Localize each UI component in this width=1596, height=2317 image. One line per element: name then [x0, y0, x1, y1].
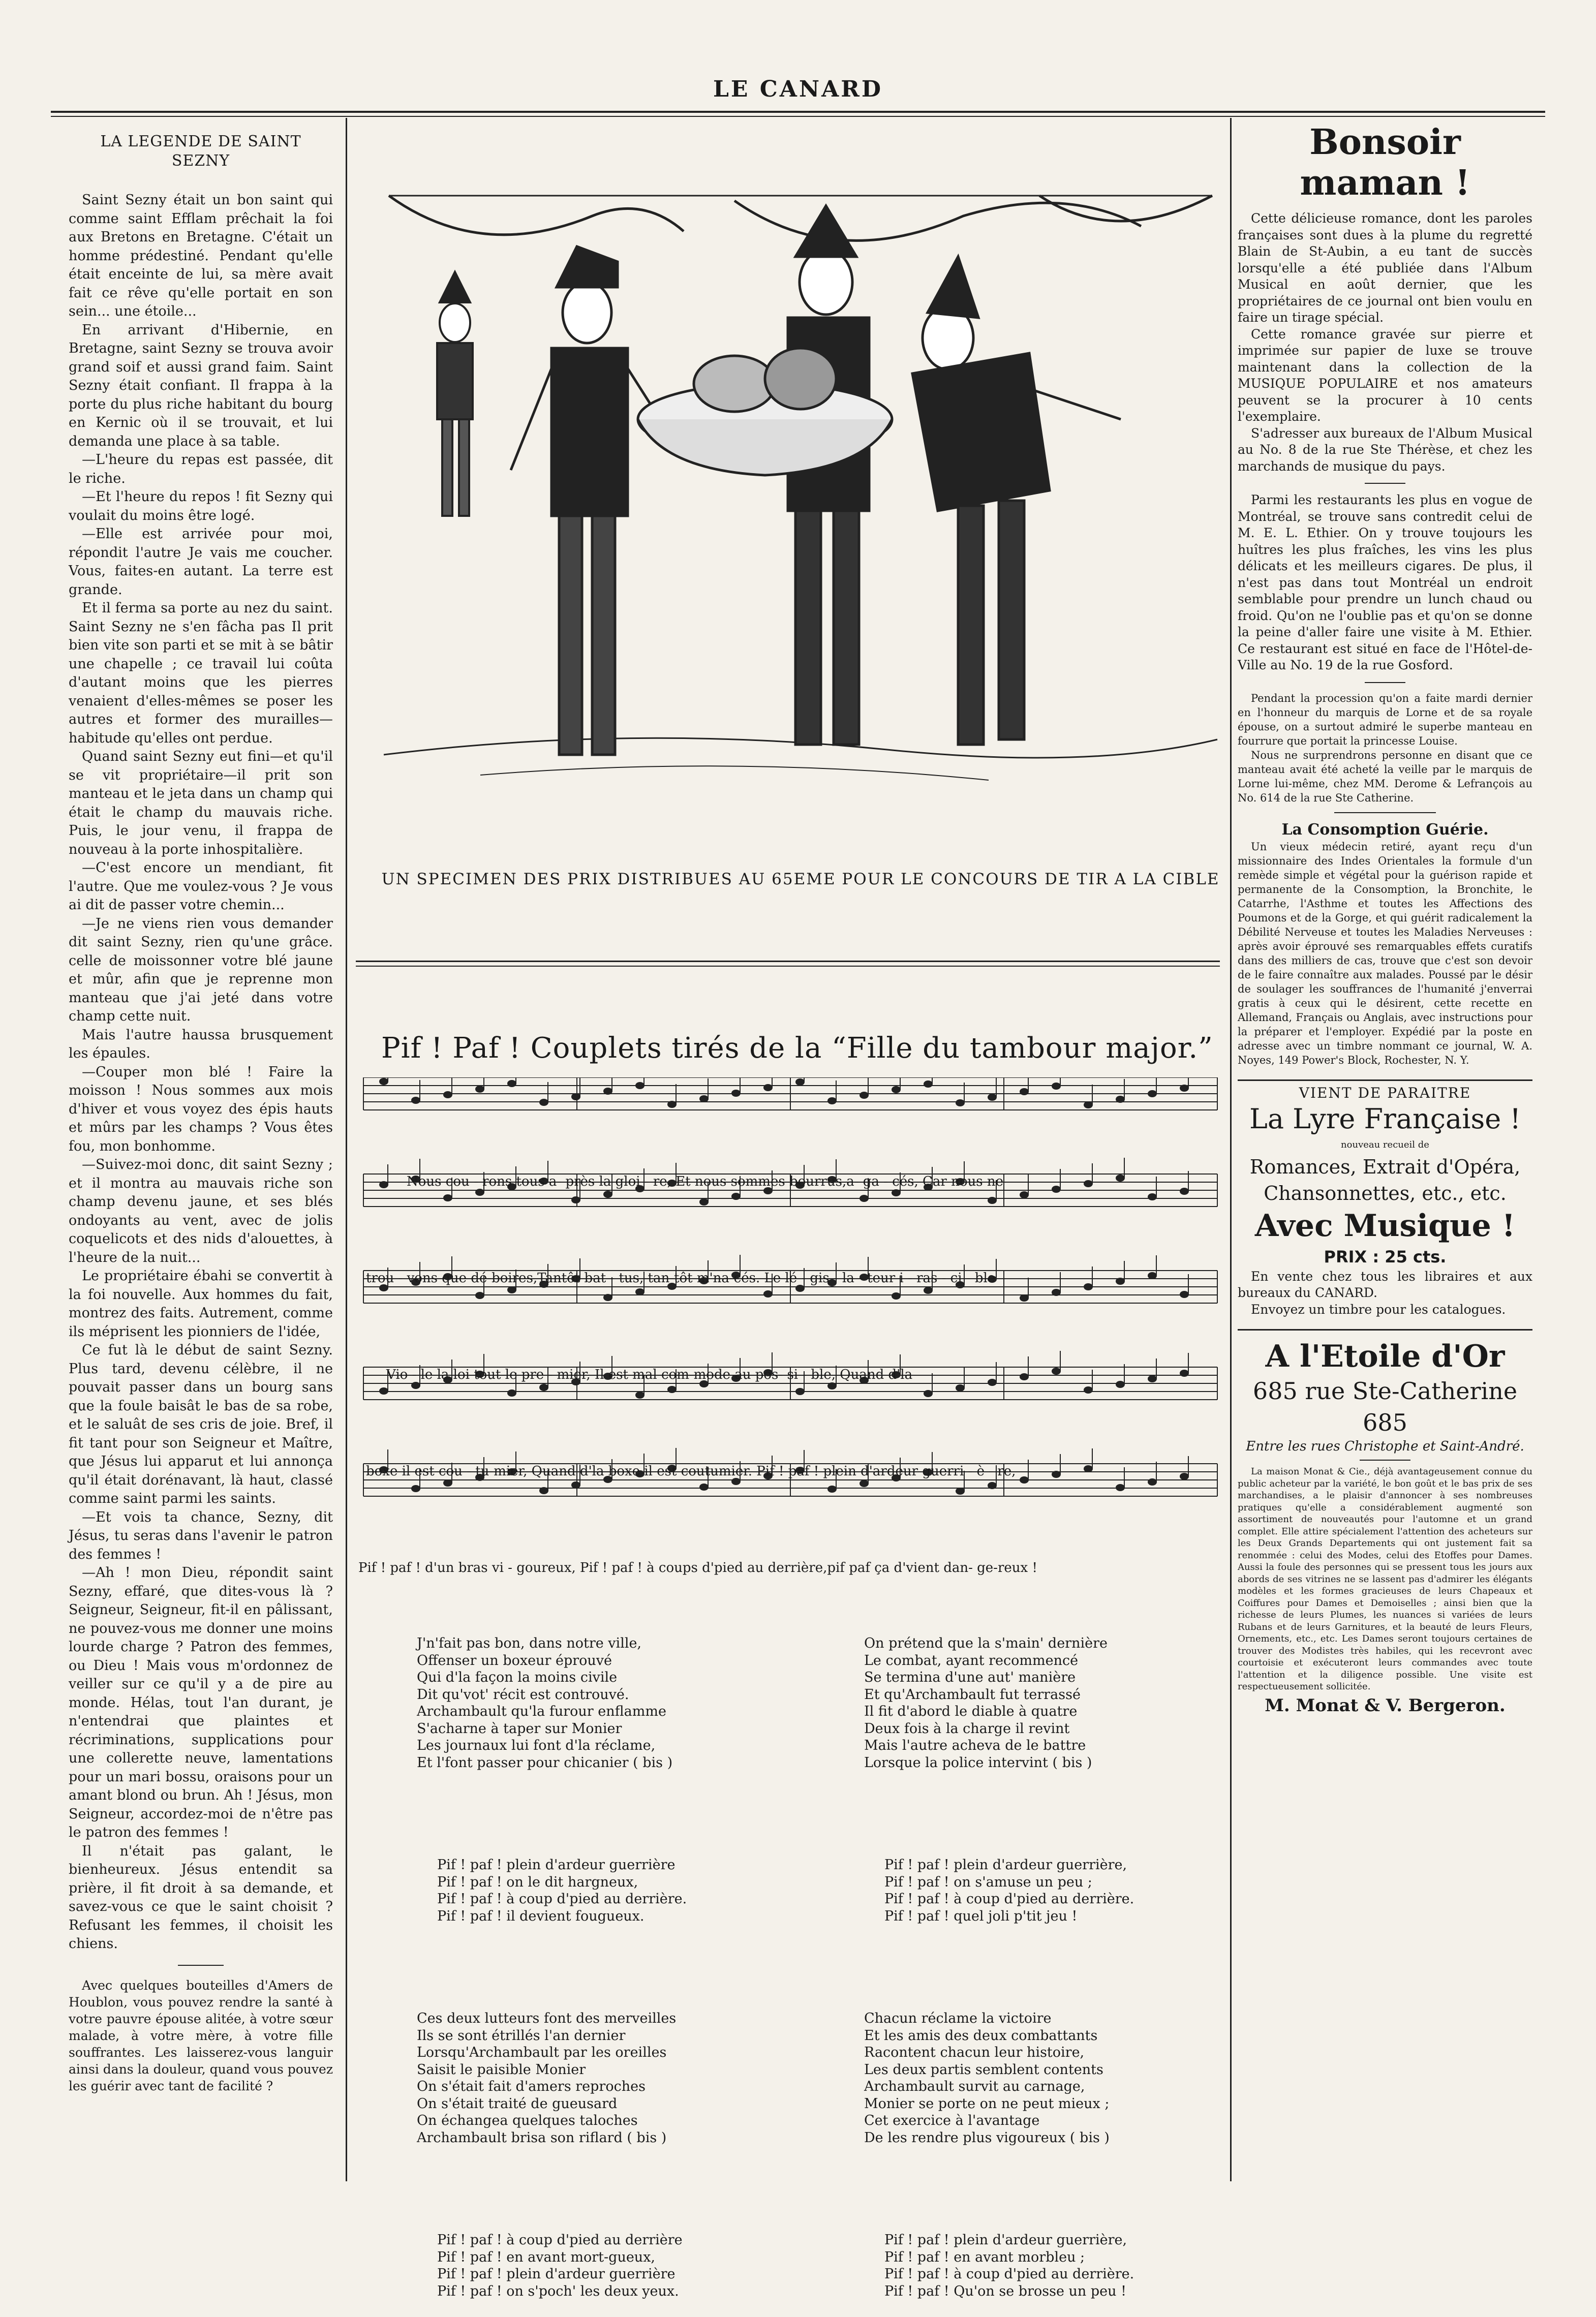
note-head — [924, 1080, 933, 1088]
note-head — [475, 1189, 484, 1196]
note-head — [603, 1294, 612, 1301]
note-head — [379, 1078, 388, 1085]
note-head — [1020, 1088, 1029, 1095]
note-head — [1052, 1083, 1061, 1090]
lyre-avec-musique: Avec Musique ! — [1254, 1208, 1516, 1244]
verse-refrain: Pif ! paf ! plein d'ardeur guerrière, Pif ! paf ! en avant morbleu ; Pif ! paf ! à coup d'pied au derrière. Pif ! paf ! Qu'on se brosse un peu ! — [884, 2232, 1134, 2299]
section-rule-thin — [356, 966, 1220, 967]
note-head — [988, 1197, 997, 1204]
note-head — [1116, 1175, 1125, 1182]
note-head — [827, 1382, 837, 1389]
note-head — [603, 1191, 612, 1198]
lyric-line: Vio - le la loi tout le pre - mier, Il est mal com-mode au pos- si - ble, Quand d'la — [386, 1367, 913, 1382]
note-head — [667, 1386, 677, 1393]
separator — [1365, 682, 1405, 683]
section-rule — [356, 961, 1220, 962]
note-head — [1116, 1484, 1125, 1491]
verse-stanza: On prétend que la s'main' dernière Le combat, ayant recommencé Se termina d'une aut' manière Et qu'Archambault fut terrassé Il fit d'abord le diable à quatre Deux fois à la charge il revint Mais l'autre acheva de le battre Lorsque la police intervint ( bis ) — [864, 1635, 1108, 1771]
separator — [1238, 1329, 1532, 1331]
note-head — [860, 1480, 869, 1487]
note-head — [1020, 1373, 1029, 1380]
legend-paragraph: —Elle est arrivée pour moi, répondit l'autre Je vais me coucher. Vous, faites-en autant. La terre est grande. — [69, 526, 333, 598]
note-head — [988, 1094, 997, 1101]
note-head — [635, 1392, 644, 1399]
note-head — [507, 1286, 516, 1293]
note-head — [924, 1390, 933, 1397]
lyre-text: En vente chez tous les libraires et aux bureaux du CANARD. — [1238, 1269, 1532, 1300]
left-column — [69, 132, 333, 2094]
lyre-subtitle: nouveau recueil de — [1341, 1139, 1429, 1150]
bonsoir-text: Cette romance gravée sur pierre et imprimée sur papier de luxe se trouve maintenant dans la collection de la MUSIQUE POPULAIRE et nos amateurs peuvent se la procurer à 10 cents l'exemplaire. — [1238, 326, 1532, 424]
illustration-caption: UN SPECIMEN DES PRIX DISTRIBUES AU 65EME POUR LE CONCOURS DE TIR A LA CIBLE — [381, 870, 1220, 888]
lyric-line: Pif ! paf ! d'un bras vi - goureux, Pif ! paf ! à coups d'pied au derrière,pif paf ça d'vient dan- ge-reux ! — [358, 1560, 1037, 1575]
legend-paragraph: Le propriétaire ébahi se convertit à la foi nouvelle. Aux hommes du fait, montrez des faits. Autrement, comme ils méprisent les pionniers de l'idée, — [69, 1268, 333, 1340]
note-head — [1180, 1188, 1189, 1195]
lyre-line: Chansonnettes, etc., etc. — [1264, 1182, 1507, 1204]
lyre-kicker: VIENT DE PARAITRE — [1299, 1084, 1471, 1101]
note-head — [988, 1482, 997, 1489]
legend-paragraph: —Et vois ta chance, Sezny, dit Jésus, tu seras dans l'avenir le patron des femmes ! — [69, 1509, 333, 1562]
note-head — [1180, 1291, 1189, 1298]
note-head — [1052, 1289, 1061, 1296]
note-head — [1116, 1096, 1125, 1103]
ethier-text: Parmi les restaurants les plus en vogue de Montréal, se trouve sans contredit celui de M. E. L. Ethier. On y trouve toujours les huîtres les plus fraîches, les vins les plus délicats et les meilleurs cigares. De plus, il n'est pas dans tout Montréal un endroit semblable pour prendre un lunch chaud ou froid. Qu'on ne l'oublie pas et qu'on se donne la peine d'aller faire une visite à M. Ethier. Ce restaurant est situé en face de l'Hôtel-de-Ville au No. 19 de la rue Gosford. — [1238, 492, 1532, 672]
note-head — [699, 1484, 709, 1491]
note-head — [571, 1481, 580, 1489]
lyre-price: PRIX : 25 cts. — [1324, 1247, 1447, 1266]
music-staves — [358, 1077, 1222, 1586]
etoile-signature: M. Monat & V. Bergeron. — [1265, 1695, 1506, 1716]
note-head — [795, 1388, 805, 1395]
note-head — [1116, 1278, 1125, 1285]
consomption-title: La Consomption Guérie. — [1281, 820, 1489, 839]
note-head — [699, 1095, 709, 1102]
note-head — [1084, 1465, 1093, 1472]
note-head — [1020, 1294, 1029, 1302]
note-head — [1084, 1101, 1093, 1108]
note-head — [1084, 1283, 1093, 1290]
verse-stanza: Chacun réclame la victoire Et les amis des deux combattants Racontent chacun leur histoire, Les deux partis semblent contents Archambault survit au carnage, Monier se porte on ne peut mieux ; Cet exercice à l'avantage De les rendre plus vigoureux ( bis ) — [864, 2011, 1110, 2146]
legend-paragraph: —Couper mon blé ! Faire la moisson ! Nous sommes aux mois d'hiver et vous voyez des épis hauts et mûrs par les champs ? Vous êtes fou, mon bonhomme. — [69, 1064, 333, 1154]
note-head — [988, 1379, 997, 1386]
verse-right — [864, 1601, 1134, 2317]
note-head — [1180, 1370, 1189, 1377]
masthead: LE CANARD — [713, 76, 883, 102]
note-head — [731, 1193, 741, 1200]
column-divider-left — [346, 118, 347, 2181]
legend-paragraph: —Suivez-moi donc, dit saint Sezny ; et il montra au mauvais riche son champ devenu jaune, et ses blés ondoyants au vent, avec de jolis coquelicots et des nids d'alouettes, à l'heure de la nuit... — [69, 1157, 333, 1265]
note-head — [507, 1389, 516, 1397]
separator — [1238, 1079, 1532, 1081]
note-head — [443, 1479, 452, 1487]
note-head — [795, 1285, 805, 1292]
verse-refrain: Pif ! paf ! à coup d'pied au derrière Pif ! paf ! en avant mort-gueux, Pif ! paf ! plein d'ardeur guerrière Pif ! paf ! on s'poch' les deux yeux. — [437, 2232, 683, 2299]
note-head — [892, 1086, 901, 1093]
legend-paragraph: Et il ferma sa porte au nez du saint. Saint Sezny ne s'en fâcha pas Il prit bien vite son parti et se mit à se bâtir une chapelle ; ce travail lui coûta d'autant moins que les pierres venaient d'elles-mêmes se poser les autres et former des murailles—habitude qu'elles ont perdue. — [69, 600, 333, 746]
note-head — [1148, 1375, 1157, 1382]
lyre-title: La Lyre Française ! — [1249, 1103, 1521, 1135]
note-head — [860, 1195, 869, 1202]
note-head — [1020, 1476, 1029, 1484]
note-head — [1180, 1473, 1189, 1480]
procession-text: Nous ne surprendrons personne en disant que ce manteau avait été acheté la veille par le marquis de Lorne lui-même, chez MM. Derome & Lefrançois au No. 614 de la rue Ste Catherine. — [1238, 749, 1532, 804]
consomption-text: Un vieux médecin retiré, ayant reçu d'un missionnaire des Indes Orientales la formule d'un remède simple et végétal pour la guérison rapide et permanente de la Consomption, la Bronchite, le Catarrhe, l'Asthme et toutes les Affections des Poumons et de la Gorge, et qui guérit radicalement la Débilité Nerveuse et toutes les Maladies Nerveuses : après avoir éprouvé ses remarquables effets curatifs dans des milliers de cas, trouve que c'est son devoir de le faire connaître aux malades. Poussé par le désir de soulager les souffrances de l'humanité j'enverrai gratis à ceux qui le désirent, cette recette en Allemand, Français ou Anglais, avec instructions pour la préparer et l'employer. Expédié par la poste en adresse avec un timbre nommant ce journal, W. A. Noyes, 149 Power's Block, Rochester, N. Y. — [1238, 840, 1532, 1066]
amers-ad: Avec quelques bouteilles d'Amers de Houblon, vous pouvez rendre la santé à votre pauvre épouse alitée, à votre sœur malade, à votre mère, à votre fille souffrantes. Les laisserez-vous languir ainsi dans la douleur, quand vous pouvez les guérir avec tant de facilité ? — [69, 1978, 333, 2093]
note-head — [956, 1099, 965, 1106]
note-head — [539, 1487, 548, 1494]
legend-paragraph: En arrivant d'Hibernie, en Bretagne, saint Sezny se trouva avoir grand soif et aussi grand faim. Saint Sezny était confiant. Il frappa à la porte du plus riche habitant du bourg en Kernic où il se trouvait, et lui demanda une place à sa table. — [69, 322, 333, 449]
note-head — [795, 1078, 805, 1086]
note-head — [1084, 1180, 1093, 1187]
note-head — [475, 1292, 484, 1299]
legend-title: LA LEGENDE DE SAINT SEZNY — [100, 133, 301, 170]
note-head — [924, 1287, 933, 1294]
note-head — [1052, 1186, 1061, 1193]
note-head — [379, 1387, 388, 1395]
verse-refrain: Pif ! paf ! plein d'ardeur guerrière Pif ! paf ! on le dit hargneux, Pif ! paf ! à coup d'pied au derrière. Pif ! paf ! il devient fougueux. — [437, 1857, 687, 1924]
etoile-address: 685 rue Ste-Catherine 685 — [1252, 1377, 1518, 1436]
cartoon-illustration — [379, 186, 1222, 841]
note-head — [571, 1196, 580, 1203]
bonsoir-text: S'adresser aux bureaux de l'Album Musical au No. 8 de la rue Ste Thérèse, et chez les marchands de musique du pays. — [1238, 425, 1532, 474]
note-head — [1180, 1085, 1189, 1092]
note-head — [892, 1292, 901, 1300]
note-head — [667, 1101, 677, 1108]
legend-paragraph: Quand saint Sezny eut fini—et qu'il se vit propriétaire—il prit son manteau et le jeta dans un champ qui était le champ du mauvais riche. Puis, le jour venu, il frappa de nouveau à la porte inhospitalière. — [69, 749, 333, 857]
note-head — [1052, 1368, 1061, 1375]
note-head — [443, 1194, 452, 1201]
note-head — [763, 1084, 773, 1091]
note-head — [539, 1099, 548, 1106]
note-head — [1148, 1478, 1157, 1486]
separator — [1360, 1460, 1410, 1461]
masthead-rule-thin — [51, 116, 1545, 117]
note-head — [475, 1086, 484, 1093]
separator — [1334, 812, 1436, 813]
note-head — [379, 1181, 388, 1188]
legend-paragraph: Mais l'autre haussa brusquement les épaules. — [69, 1027, 333, 1061]
note-head — [827, 1486, 837, 1493]
note-head — [956, 1488, 965, 1495]
etoile-title: A l'Etoile d'Or — [1265, 1339, 1505, 1374]
note-head — [507, 1080, 516, 1087]
note-head — [731, 1478, 741, 1485]
verse-refrain: Pif ! paf ! plein d'ardeur guerrière, Pif ! paf ! on s'amuse un peu ; Pif ! paf ! à coup d'pied au derrière. Pif ! paf ! quel joli p'tit jeu ! — [884, 1857, 1134, 1924]
lyric-line: boxe il est cou - tu-mier, Quand d'la boxe il est coutumier. Pif ! paf ! plein d'ardeur guerri - è - re, — [366, 1464, 1016, 1479]
note-head — [635, 1082, 644, 1089]
note-head — [1084, 1386, 1093, 1394]
legend-paragraph: —C'est encore un mendiant, fit l'autre. Que me voulez-vous ? Je vous ai dit de passer votre chemin... — [69, 860, 333, 913]
verse-stanza: Ces deux lutteurs font des merveilles Ils se sont étrillés l'an dernier Lorsqu'Archambault par les oreilles Saisit le paisible Monier On s'était fait d'amers reproches On s'était traité de gueusard On échangea quelques taloches Archambault brisa son riflard ( bis ) — [417, 2011, 677, 2146]
column-divider-right — [1230, 118, 1232, 2181]
verse-left — [417, 1601, 687, 2317]
legend-paragraph: Il n'était pas galant, le bienheureux. Jésus entendit sa prière, il fit droit à sa demande, et savez-vous ce que le saint choisit ? Refusant les femmes, il choisit les chiens. — [69, 1843, 333, 1952]
note-head — [892, 1189, 901, 1196]
lyric-line: trou - vons que dé-boires,Tantôt bat - tus, tan-tôt m'na-cés. Le lé - gis - la - teur i - ras - ci - ble — [366, 1271, 996, 1286]
lyre-text: Envoyez un timbre pour les catalogues. — [1251, 1302, 1506, 1317]
bonsoir-text: Cette délicieuse romance, dont les paroles françaises sont dues à la plume du regretté Blain de St-Aubin, a eu tant de succès lorsqu'elle a été publiée dans l'Album Musical en août dernier, que les propriétaires de ce journal ont bien voulu en faire un tirage spécial. — [1238, 211, 1532, 325]
note-head — [956, 1384, 965, 1392]
legend-paragraph: —L'heure du repas est passée, dit le riche. — [69, 452, 333, 486]
lyre-line: Romances, Extrait d'Opéra, — [1249, 1155, 1521, 1178]
lyric-line: Nous cou - rons tous a- près la gloi - re, Et nous sommes bourrus,a- ga - cés, Car nous ne — [407, 1174, 1003, 1189]
note-head — [411, 1382, 420, 1389]
note-head — [1148, 1193, 1157, 1200]
legend-paragraph: —Et l'heure du repos ! fit Sezny qui voulait du moins être logé. — [69, 489, 333, 523]
verse-stanza: J'n'fait pas bon, dans notre ville, Offenser un boxeur éprouvé Qui d'la façon la moins civile Dit qu'vot' récit est controuvé. Archambault qu'la furour enflamme S'acharne à taper sur Monier Les journaux lui font d'la réclame, Et l'font passer pour chicanier ( bis ) — [417, 1635, 673, 1771]
masthead-rule — [51, 111, 1545, 113]
procession-text: Pendant la procession qu'on a faite mardi dernier en l'honneur du marquis de Lorne et de sa royale épouse, on a surtout admiré le superbe manteau en fourrure que portait la princesse Louise. — [1238, 692, 1532, 747]
note-head — [1148, 1272, 1157, 1279]
bonsoir-title: Bonsoir maman ! — [1300, 122, 1470, 203]
note-head — [1116, 1381, 1125, 1388]
legend-paragraph: Ce fut là le début de saint Sezny. Plus tard, devenu célèbre, il ne pouvait passer dans un bourg sans que la foule baisât le bas de sa robe, et le saluât de ses cris de joie. Bref, il fit tant pour son Seigneur et Maître, que Jésus lui apparut et lui annonça qu'il était dorénavant, là haut, classé comme saint parmi les saints. — [69, 1342, 333, 1506]
note-head — [539, 1384, 548, 1391]
song-title: Pif ! Paf ! Couplets tirés de la “Fille du tambour major.” — [381, 1032, 1213, 1065]
note-head — [860, 1092, 869, 1099]
note-head — [827, 1097, 837, 1104]
note-head — [411, 1097, 420, 1104]
etoile-subtitle: Entre les rues Christophe et Saint-André. — [1246, 1439, 1524, 1454]
note-head — [731, 1090, 741, 1097]
note-head — [1052, 1471, 1061, 1478]
note-head — [603, 1088, 612, 1095]
note-head — [763, 1290, 773, 1297]
etoile-text: La maison Monat & Cie., déjà avantageusement connue du public acheteur par la variété, le bon goût et le bas prix de ses marchandises, a le plaisir d'annoncer à ses nombreuses pratiques qu'elle a considérablement augmenté son assortiment de nouveautés pour l'automne et un grand complet. Elle attire spécialement l'attention des acheteurs sur les Deux Grands Departements qui ont justement fait sa renommée : celui des Modes, celui des Etoffes pour Dames. Aussi la foule des personnes qui se pressent tous les jours aux abords de ses vitrines ne se lassent pas d'admirer les élégants modèles et les formes gracieuses de leurs Chapeaux et Coiffures pour Dames et Demoiselles ; ainsi bien que la richesse de leurs Plumes, les nuances si variées de leurs Rubans et de leurs Garnitures, et la beauté de leurs Fleurs, Ornements, etc., etc. Les Dames seront toujours certaines de trouver des Modistes très habiles, qui les recevront avec courtoisie et exécuteront leurs commandes avec toute l'attention et la diligence possible. Une visite est respectueusement sollicitée. — [1238, 1466, 1532, 1692]
note-head — [443, 1091, 452, 1098]
note-head — [411, 1485, 420, 1492]
legend-paragraph: Saint Sezny était un bon saint qui comme saint Efflam prêchait la foi aux Bretons en Bretagne. C'était un homme prédestiné. Pendant qu'elle était enceinte de lui, sa mère avait fait ce rêve qu'elle portait en son sein... une étoile... — [69, 192, 333, 319]
legend-paragraph: —Je ne viens rien vous demander dit saint Sezny, rien qu'une grâce. celle de moissonner votre blé jaune et mûr, afin que je reprenne mon manteau que j'ai jeté dans votre champ cette nuit. — [69, 915, 333, 1024]
note-head — [1020, 1191, 1029, 1198]
note-head — [635, 1288, 644, 1295]
note-head — [571, 1093, 580, 1100]
separator — [178, 1965, 224, 1966]
note-head — [1148, 1090, 1157, 1097]
note-head — [699, 1198, 709, 1206]
legend-paragraph: —Ah ! mon Dieu, répondit saint Sezny, effaré, que dites-vous là ? Seigneur, Seigneur, fit-il en pâlissant, ne pouvez-vous me donner une moins lourde charge ? Patron des femmes, ou Dieu ! Mais vous m'ordonnez de veiller sur ce qu'il y a de pire au monde. Hélas, tout l'an durant, je n'entendrai que plaintes et récriminations, supplications pour une collerette neuve, lamentations pour un mari bossu, oraisons pour un amant blond ou brun. Ah ! Jésus, mon Seigneur, accordez-moi de n'être pas le patron des femmes ! — [69, 1565, 333, 1840]
separator — [1365, 483, 1405, 484]
right-column — [1238, 122, 1532, 1718]
